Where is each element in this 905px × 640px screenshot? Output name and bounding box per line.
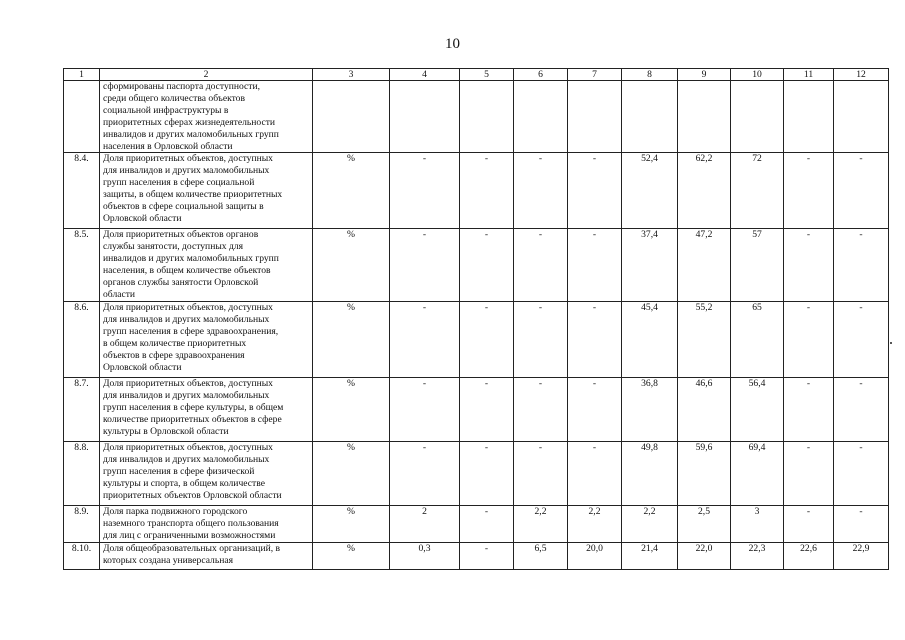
value-cell: 22,6 (784, 543, 834, 570)
table-row (64, 81, 889, 153)
unit-cell: % (313, 378, 390, 442)
value-cell: - (568, 153, 622, 229)
indicator-description (100, 153, 313, 229)
indicator-description (100, 81, 313, 153)
column-number-4: 4 (390, 69, 460, 81)
description-line: групп населения в сфере социальной (103, 177, 255, 189)
description-line: групп населения в сфере здравоохранения, (103, 326, 279, 338)
value-cell: 22,9 (834, 543, 889, 570)
value-cell: - (784, 302, 834, 378)
row-number: 8.4. (64, 153, 100, 229)
description-line: Орловской области (103, 212, 182, 224)
description-line: которых создана универсальная (103, 555, 234, 567)
value-cell: 49,8 (622, 442, 678, 506)
value-cell: 46,6 (678, 378, 731, 442)
page-number: 10 (445, 36, 460, 52)
value-cell: 65 (731, 302, 784, 378)
description-line: Доля приоритетных объектов, доступных (103, 442, 273, 454)
column-number-11: 11 (784, 69, 834, 81)
description-line: групп населения в сфере физической (103, 466, 255, 478)
value-cell: 47,2 (678, 229, 731, 302)
description-line: Доля приоритетных объектов, доступных (103, 302, 273, 314)
value-cell: - (514, 302, 568, 378)
value-cell: - (784, 442, 834, 506)
value-cell: - (390, 153, 460, 229)
value-cell: 2,5 (678, 506, 731, 543)
column-number-12: 12 (834, 69, 889, 81)
value-cell (731, 81, 784, 153)
description-line: среди общего количества объектов (103, 92, 245, 104)
value-cell: - (514, 153, 568, 229)
description-line: защиты, в общем количестве приоритетных (103, 189, 283, 201)
column-number-2: 2 (100, 69, 313, 81)
description-line: Доля общеобразовательных организаций, в (103, 543, 281, 555)
value-cell: - (460, 302, 514, 378)
value-cell: 56,4 (731, 378, 784, 442)
value-cell: 2,2 (514, 506, 568, 543)
column-number-row (64, 69, 889, 81)
row-number: 8.9. (64, 506, 100, 543)
scan-mark (890, 342, 892, 344)
value-cell: 52,4 (622, 153, 678, 229)
row-number: 8.10. (64, 543, 100, 570)
value-cell: - (460, 506, 514, 543)
value-cell: 37,4 (622, 229, 678, 302)
row-number: 8.7. (64, 378, 100, 442)
value-cell: - (834, 506, 889, 543)
description-line: сформированы паспорта доступности, (103, 81, 261, 92)
value-cell (514, 81, 568, 153)
unit-cell: % (313, 153, 390, 229)
unit-cell: % (313, 302, 390, 378)
column-number-5: 5 (460, 69, 514, 81)
value-cell: 69,4 (731, 442, 784, 506)
value-cell: - (390, 378, 460, 442)
column-number-1: 1 (64, 69, 100, 81)
value-cell: - (514, 442, 568, 506)
unit-cell: % (313, 506, 390, 543)
description-line: для инвалидов и других маломобильных (103, 314, 270, 326)
value-cell: - (834, 302, 889, 378)
value-cell (568, 81, 622, 153)
value-cell: - (568, 378, 622, 442)
unit-cell: % (313, 543, 390, 570)
description-line: в общем количестве приоритетных (103, 338, 247, 350)
table-row (64, 229, 889, 302)
value-cell: - (834, 153, 889, 229)
value-cell: - (390, 302, 460, 378)
row-number (64, 81, 100, 153)
column-number-9: 9 (678, 69, 731, 81)
value-cell: - (390, 442, 460, 506)
column-number-7: 7 (568, 69, 622, 81)
description-line: Доля парка подвижного городского (103, 506, 248, 518)
value-cell (390, 81, 460, 153)
value-cell: 55,2 (678, 302, 731, 378)
column-number-3: 3 (313, 69, 390, 81)
row-number: 8.6. (64, 302, 100, 378)
table-row (64, 378, 889, 442)
description-line: Доля приоритетных объектов, доступных (103, 378, 273, 390)
row-number: 8.5. (64, 229, 100, 302)
column-number-10: 10 (731, 69, 784, 81)
indicator-description (100, 506, 313, 543)
value-cell: 20,0 (568, 543, 622, 570)
description-line: для инвалидов и других маломобильных (103, 454, 270, 466)
description-line: инвалидов и других маломобильных групп (103, 128, 279, 140)
value-cell: 36,8 (622, 378, 678, 442)
description-line: социальной инфраструктуры в (103, 104, 229, 116)
value-cell: - (514, 378, 568, 442)
value-cell: - (460, 442, 514, 506)
table-body (64, 69, 889, 570)
value-cell: - (784, 153, 834, 229)
value-cell: 62,2 (678, 153, 731, 229)
value-cell: - (514, 229, 568, 302)
unit-cell: % (313, 442, 390, 506)
value-cell: 59,6 (678, 442, 731, 506)
description-line: для инвалидов и других маломобильных (103, 390, 270, 402)
value-cell: - (460, 153, 514, 229)
value-cell (678, 81, 731, 153)
value-cell (784, 81, 834, 153)
description-line: культуры в Орловской области (103, 426, 229, 438)
value-cell: 2,2 (622, 506, 678, 543)
value-cell: 2 (390, 506, 460, 543)
value-cell (622, 81, 678, 153)
table-row (64, 543, 889, 570)
value-cell: 45,4 (622, 302, 678, 378)
description-line: наземного транспорта общего пользования (103, 518, 279, 530)
value-cell: - (390, 229, 460, 302)
value-cell: - (460, 378, 514, 442)
value-cell: 57 (731, 229, 784, 302)
value-cell: - (784, 378, 834, 442)
description-line: приоритетных сферах жизнедеятельности (103, 116, 276, 128)
description-line: культуры и спорта, в общем количестве (103, 478, 265, 490)
value-cell: 22,0 (678, 543, 731, 570)
description-line: групп населения в сфере культуры, в общем (103, 402, 284, 414)
unit-cell (313, 81, 390, 153)
value-cell: - (834, 229, 889, 302)
description-line: приоритетных объектов Орловской области (103, 490, 282, 502)
value-cell: - (568, 302, 622, 378)
value-cell: - (834, 378, 889, 442)
table-row (64, 506, 889, 543)
description-line: инвалидов и других маломобильных групп (103, 253, 279, 265)
value-cell: - (460, 229, 514, 302)
table-row (64, 153, 889, 229)
table-row (64, 442, 889, 506)
description-line: населения в Орловской области (103, 140, 233, 152)
value-cell: - (460, 543, 514, 570)
value-cell: - (834, 442, 889, 506)
value-cell: 0,3 (390, 543, 460, 570)
column-number-6: 6 (514, 69, 568, 81)
indicator-description (100, 543, 313, 570)
value-cell: 21,4 (622, 543, 678, 570)
indicators-table (63, 68, 889, 570)
value-cell: 22,3 (731, 543, 784, 570)
value-cell: 3 (731, 506, 784, 543)
description-line: для лиц с ограниченными возможностями (103, 530, 276, 542)
description-line: службы занятости, доступных для (103, 241, 244, 253)
description-line: объектов в сфере здравоохранения (103, 350, 245, 362)
description-line: области (103, 288, 136, 300)
value-cell: - (568, 442, 622, 506)
column-number-8: 8 (622, 69, 678, 81)
value-cell: - (568, 229, 622, 302)
table-row (64, 302, 889, 378)
value-cell: 72 (731, 153, 784, 229)
unit-cell: % (313, 229, 390, 302)
description-line: органов службы занятости Орловской (103, 277, 259, 289)
description-line: количестве приоритетных объектов в сфере (103, 414, 282, 426)
indicator-description (100, 378, 313, 442)
description-line: Доля приоритетных объектов органов (103, 229, 259, 241)
value-cell: - (784, 229, 834, 302)
indicator-description (100, 442, 313, 506)
description-line: для инвалидов и других маломобильных (103, 165, 270, 177)
description-line: Доля приоритетных объектов, доступных (103, 153, 273, 165)
value-cell: 2,2 (568, 506, 622, 543)
value-cell (834, 81, 889, 153)
value-cell (460, 81, 514, 153)
description-line: Орловской области (103, 361, 182, 373)
indicator-description (100, 302, 313, 378)
description-line: населения, в общем количестве объектов (103, 265, 271, 277)
description-line: объектов в сфере социальной защиты в (103, 201, 264, 213)
indicator-description (100, 229, 313, 302)
value-cell: 6,5 (514, 543, 568, 570)
value-cell: - (784, 506, 834, 543)
row-number: 8.8. (64, 442, 100, 506)
